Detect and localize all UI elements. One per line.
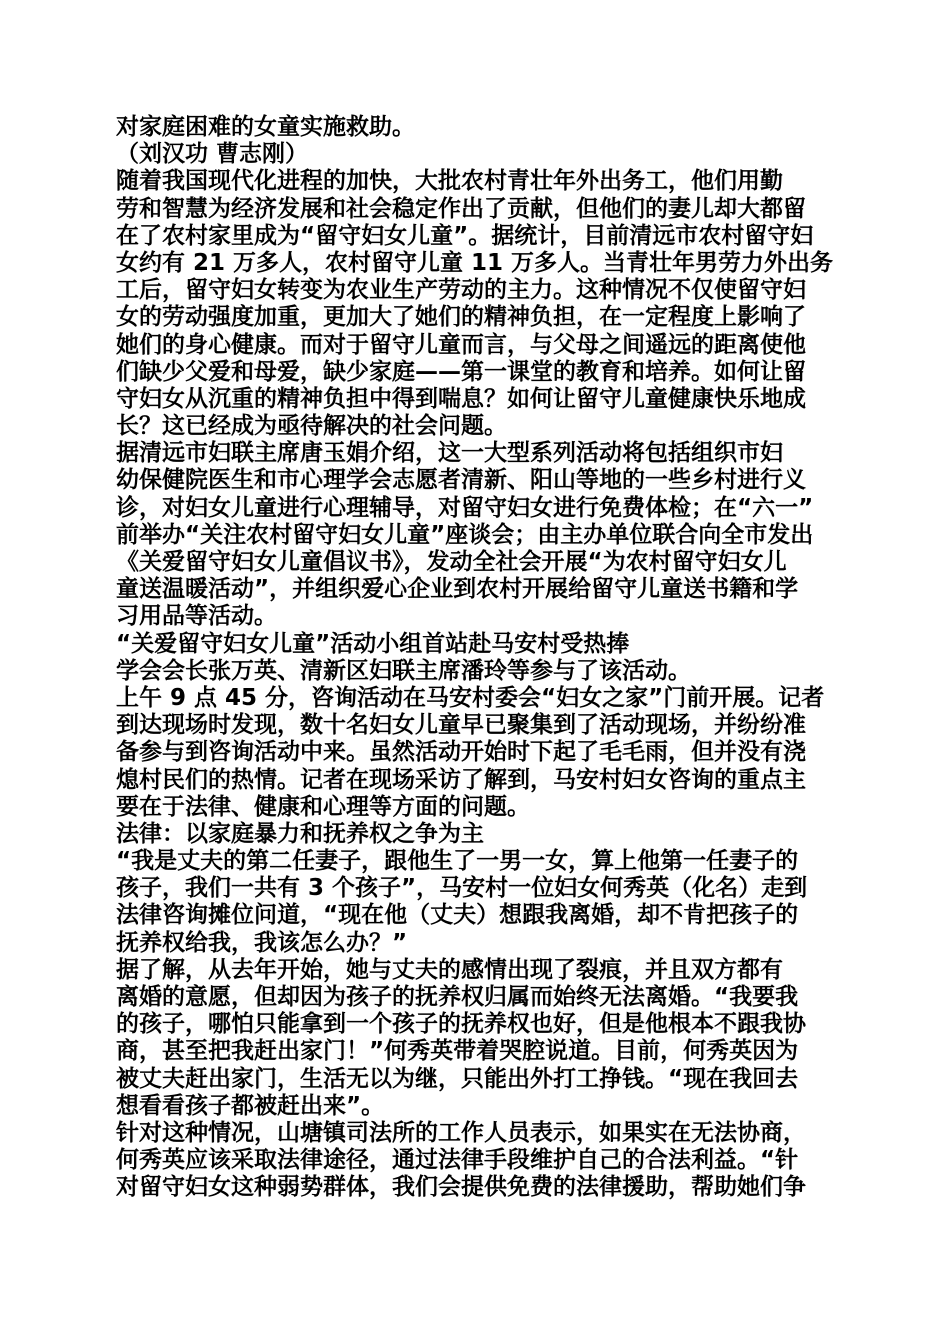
- text-line: 想看看孩子都被赶出来”。: [116, 1092, 385, 1119]
- text-line: 熄村民们的热情。记者在现场采访了解到，马安村妇女咨询的重点主: [116, 766, 806, 793]
- text-line: 的孩子，哪怕只能拿到一个孩子的抚养权也好，但是他根本不跟我协: [116, 1011, 806, 1038]
- document-body: [116, 114, 846, 1202]
- text-line: 备参与到咨询活动中来。虽然活动开始时下起了毛毛雨，但并没有浇: [116, 739, 806, 766]
- text-line: 商，甚至把我赶出家门！”何秀英带着哭腔说道。目前，何秀英因为: [116, 1038, 799, 1065]
- text-line: “我是丈夫的第二任妻子，跟他生了一男一女，算上他第一任妻子的: [116, 848, 799, 875]
- text-line: 针对这种情况，山塘镇司法所的工作人员表示，如果实在无法协商，: [116, 1119, 806, 1146]
- author-byline: （刘汉功 曹志刚）: [116, 141, 309, 168]
- text-line: 离婚的意愿，但却因为孩子的抚养权归属而始终无法离婚。“我要我: [116, 984, 799, 1010]
- section-heading: 法律：以家庭暴力和抚养权之争为主: [116, 820, 484, 847]
- text-line: 法律咨询摊位问道，“现在他（丈夫）想跟我离婚，却不肯把孩子的: [116, 902, 799, 929]
- text-line: 习用品等活动。: [116, 603, 277, 630]
- text-line: 随着我国现代化进程的加快，大批农村青壮年外出务工，他们用勤: [116, 168, 783, 195]
- text-line: 上午 9 点 45 分，咨询活动在马安村委会“妇女之家”门前开展。记者: [116, 684, 825, 711]
- text-line: 对家庭困难的女童实施救助。: [116, 114, 415, 140]
- text-line: 工后，留守妇女转变为农业生产劳动的主力。这种情况不仅使留守妇: [116, 277, 806, 304]
- text-line: 《关爱留守妇女儿童倡议书》，发动全社会开展“为农村留守妇女儿: [116, 549, 787, 575]
- section-heading: “关爱留守妇女儿童”活动小组首站赴马安村受热捧: [116, 630, 630, 657]
- text-line: 对留守妇女这种弱势群体，我们会提供免费的法律援助，帮助她们争: [116, 1174, 806, 1201]
- text-line: 劳和智慧为经济发展和社会稳定作出了贡献，但他们的妻儿却大都留: [116, 195, 806, 222]
- text-line: 在了农村家里成为“留守妇女儿童”。据统计，目前清远市农村留守妇: [116, 222, 814, 249]
- text-line: 据清远市妇联主席唐玉娟介绍，这一大型系列活动将包括组织市妇: [116, 440, 783, 467]
- text-line: 们缺少父爱和母爱，缺少家庭——第一课堂的教育和培养。如何让留: [116, 358, 806, 385]
- text-line: 诊，对妇女儿童进行心理辅导，对留守妇女进行免费体检；在“六一”: [116, 494, 814, 521]
- text-line: 女的劳动强度加重，更加大了她们的精神负担，在一定程度上影响了: [116, 304, 806, 331]
- text-line: 据了解，从去年开始，她与丈夫的感情出现了裂痕，并且双方都有: [116, 956, 783, 983]
- text-line: 前举办“关注农村留守妇女儿童”座谈会；由主办单位联合向全市发出: [116, 521, 814, 548]
- text-line: 幼保健院医生和市心理学会志愿者清新、阳山等地的一些乡村进行义: [116, 467, 806, 494]
- text-line: 到达现场时发现，数十名妇女儿童早已聚集到了活动现场，并纷纷准: [116, 712, 806, 739]
- text-line: 被丈夫赶出家门，生活无以为继，只能出外打工挣钱。“现在我回去: [116, 1065, 799, 1092]
- text-line: 何秀英应该采取法律途径，通过法律手段维护自己的合法利益。“针: [116, 1147, 799, 1174]
- text-line: 抚养权给我，我该怎么办？”: [116, 929, 408, 956]
- text-line: 守妇女从沉重的精神负担中得到喘息？如何让留守儿童健康快乐地成: [116, 385, 806, 412]
- text-line: 她们的身心健康。而对于留守儿童而言，与父母之间遥远的距离使他: [116, 331, 806, 358]
- text-line: 女约有 21 万多人，农村留守儿童 11 万多人。当青壮年男劳力外出务: [116, 249, 834, 276]
- text-line: 孩子，我们一共有 3 个孩子”，马安村一位妇女何秀英（化名）走到: [116, 875, 808, 902]
- text-line: 长？这已经成为亟待解决的社会问题。: [116, 413, 507, 440]
- text-line: 学会会长张万英、清新区妇联主席潘玲等参与了该活动。: [116, 657, 691, 684]
- text-line: 要在于法律、健康和心理等方面的问题。: [116, 793, 530, 820]
- text-line: 童送温暖活动”，并组织爱心企业到农村开展给留守儿童送书籍和学: [116, 576, 799, 603]
